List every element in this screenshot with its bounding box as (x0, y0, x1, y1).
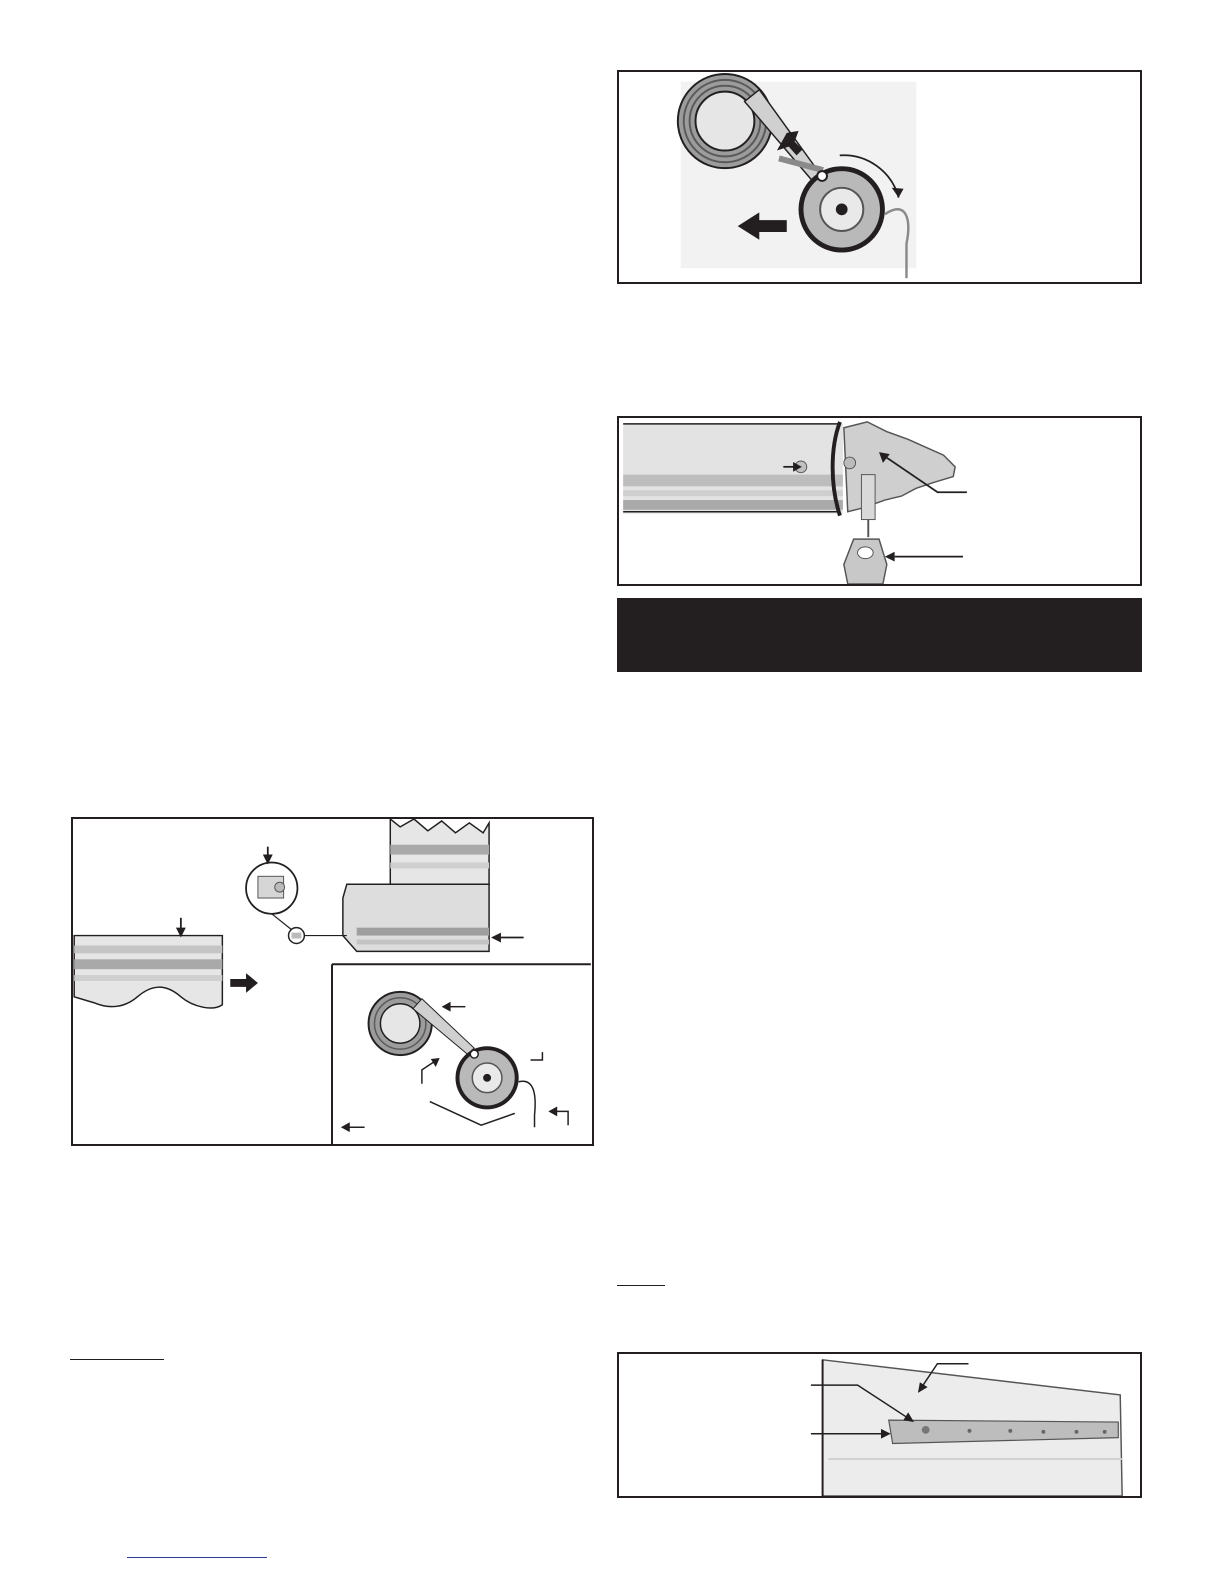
figure-bottom-section-strut (617, 1352, 1142, 1498)
inset-coil-drum-icon (369, 992, 536, 1127)
section-banner (617, 598, 1142, 672)
spring-rewind-illustration (619, 72, 1140, 282)
right-column-underline (617, 1285, 665, 1286)
footer-link-underline[interactable] (127, 1557, 267, 1558)
cable-drum-assembly-illustration (73, 819, 592, 1144)
coil-spring-icon (678, 74, 772, 168)
bottom-section-strut-illustration (619, 1354, 1140, 1496)
cable-drum-icon (799, 166, 885, 252)
figure-spring-rewind (617, 70, 1142, 284)
tube-end-cap-illustration (619, 418, 1140, 584)
figure-tube-end-cap (617, 416, 1142, 586)
figure-cable-drum-assembly (71, 817, 594, 1146)
left-column-underline (70, 1359, 164, 1360)
